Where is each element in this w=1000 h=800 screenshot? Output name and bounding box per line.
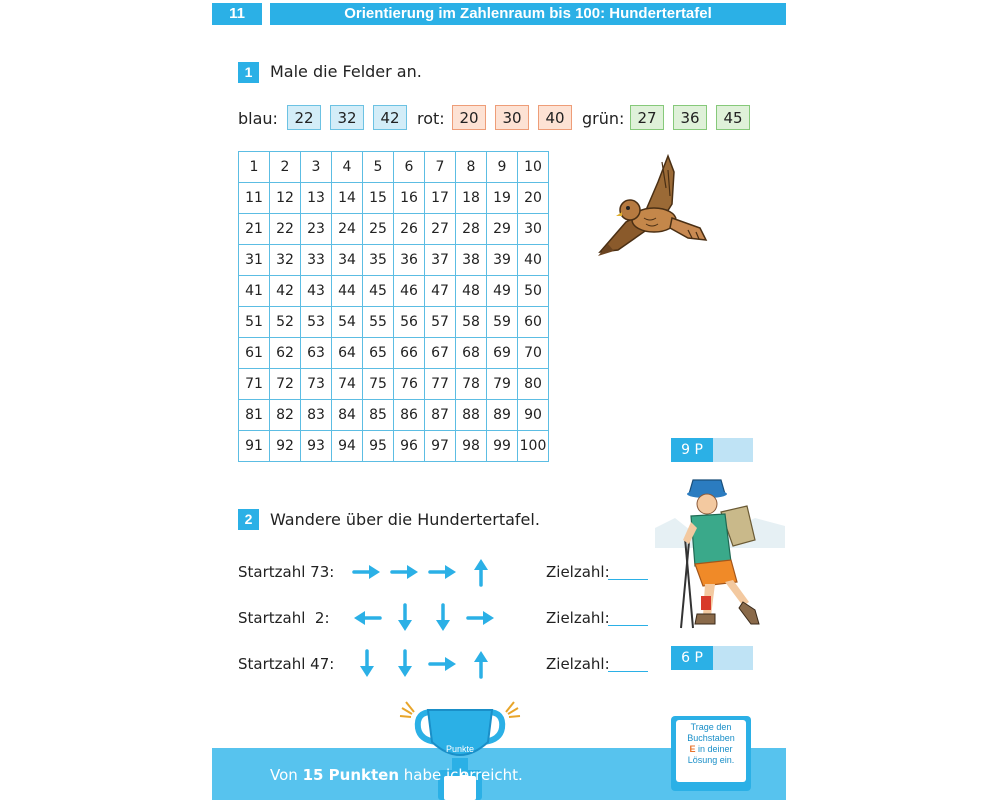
board-row [239,245,549,276]
board-cell[interactable]: 90 [518,400,549,431]
board-cell[interactable]: 71 [239,369,270,400]
arrow-up-icon [462,554,500,590]
board-cell[interactable]: 84 [332,400,363,431]
arrow-sequence [348,600,500,636]
board-row [239,152,549,183]
page-title: Orientierung im Zahlenraum bis 100: Hundertertafel [270,3,786,25]
board-cell[interactable]: 75 [363,369,394,400]
task-2-instruction: Wandere über die Hundertertafel. [270,510,540,529]
sticky-note-text: Trage den Buchstaben E in deiner Lösung ein. [676,720,746,782]
page-number: 11 [212,3,262,25]
board-cell[interactable]: 20 [518,183,549,214]
board-cell[interactable]: 73 [301,369,332,400]
kestrel-illustration [588,152,710,260]
board-cell[interactable]: 45 [363,276,394,307]
zielzahl-answer-field[interactable] [608,671,648,672]
zielzahl-answer-field[interactable] [608,579,648,580]
board-cell[interactable]: 86 [394,400,425,431]
board-cell[interactable]: 50 [518,276,549,307]
board-cell[interactable]: 61 [239,338,270,369]
arrow-right-icon [386,554,424,590]
arrow-up-icon [462,646,500,682]
board-cell[interactable]: 79 [487,369,518,400]
board-cell[interactable]: 78 [456,369,487,400]
board-cell[interactable]: 43 [301,276,332,307]
board-row [239,431,549,462]
board-cell[interactable]: 66 [394,338,425,369]
task-1-instruction: Male die Felder an. [270,62,422,81]
board-cell[interactable]: 92 [270,431,301,462]
blau-label: blau: [238,109,278,128]
board-cell[interactable]: 57 [425,307,456,338]
board-cell[interactable]: 80 [518,369,549,400]
blue-box: 22 [287,105,321,130]
board-row [239,214,549,245]
board-cell[interactable]: 48 [456,276,487,307]
board-cell[interactable]: 29 [487,214,518,245]
board-cell[interactable]: 97 [425,431,456,462]
board-cell[interactable]: 37 [425,245,456,276]
gruen-label: grün: [582,109,625,128]
board-cell[interactable]: 47 [425,276,456,307]
board-cell[interactable]: 81 [239,400,270,431]
board-row [239,307,549,338]
board-cell[interactable]: 2 [270,152,301,183]
trophy-label: Punkte [445,744,475,754]
arrow-right-icon [424,554,462,590]
board-cell[interactable]: 12 [270,183,301,214]
board-cell[interactable]: 100 [518,431,549,462]
rot-label: rot: [417,109,445,128]
points-label: 6 P [671,646,713,670]
board-cell[interactable]: 6 [394,152,425,183]
board-cell[interactable]: 82 [270,400,301,431]
board-cell[interactable]: 4 [332,152,363,183]
board-cell[interactable]: 8 [456,152,487,183]
arrow-sequence [348,554,500,590]
board-row [239,338,549,369]
board-cell[interactable]: 44 [332,276,363,307]
red-box: 40 [538,105,572,130]
board-row [239,276,549,307]
solution-letter: E [689,744,696,754]
board-cell[interactable]: 26 [394,214,425,245]
board-cell[interactable]: 46 [394,276,425,307]
board-cell[interactable]: 17 [425,183,456,214]
zielzahl-label: Zielzahl: [546,563,610,581]
board-cell[interactable]: 19 [487,183,518,214]
points-box-task-2[interactable] [671,646,753,670]
task-2-number: 2 [238,509,259,530]
board-cell[interactable]: 40 [518,245,549,276]
board-cell[interactable]: 62 [270,338,301,369]
board-cell[interactable]: 55 [363,307,394,338]
board-cell[interactable]: 60 [518,307,549,338]
start-number-label: Startzahl 2: [238,609,330,627]
red-box: 20 [452,105,486,130]
points-label: 9 P [671,438,713,462]
board-cell[interactable]: 36 [394,245,425,276]
board-cell[interactable]: 27 [425,214,456,245]
board-cell[interactable]: 53 [301,307,332,338]
board-cell[interactable]: 54 [332,307,363,338]
board-cell[interactable]: 41 [239,276,270,307]
board-cell[interactable]: 68 [456,338,487,369]
arrow-sequence [348,646,500,682]
board-cell[interactable]: 87 [425,400,456,431]
board-cell[interactable]: 91 [239,431,270,462]
hundred-board [238,151,549,462]
board-cell[interactable]: 74 [332,369,363,400]
board-cell[interactable]: 13 [301,183,332,214]
board-cell[interactable]: 30 [518,214,549,245]
board-cell[interactable]: 25 [363,214,394,245]
board-cell[interactable]: 22 [270,214,301,245]
board-cell[interactable]: 89 [487,400,518,431]
arrow-left-icon [348,600,386,636]
board-cell[interactable]: 15 [363,183,394,214]
board-cell[interactable]: 96 [394,431,425,462]
points-box-task-1[interactable] [671,438,753,462]
start-number-label: Startzahl 47: [238,655,335,673]
arrow-down-icon [386,646,424,682]
board-cell[interactable]: 28 [456,214,487,245]
board-cell[interactable]: 5 [363,152,394,183]
board-cell[interactable]: 99 [487,431,518,462]
arrow-down-icon [386,600,424,636]
board-cell[interactable]: 14 [332,183,363,214]
board-cell[interactable]: 76 [394,369,425,400]
board-cell[interactable]: 51 [239,307,270,338]
board-cell[interactable]: 83 [301,400,332,431]
green-box: 27 [630,105,664,130]
board-row [239,400,549,431]
board-cell[interactable]: 85 [363,400,394,431]
board-cell[interactable]: 42 [270,276,301,307]
board-cell[interactable]: 18 [456,183,487,214]
start-number-label: Startzahl 73: [238,563,335,581]
board-cell[interactable]: 56 [394,307,425,338]
zielzahl-answer-field[interactable] [608,625,648,626]
board-cell[interactable]: 58 [456,307,487,338]
board-cell[interactable]: 94 [332,431,363,462]
blue-box: 42 [373,105,407,130]
board-cell[interactable]: 52 [270,307,301,338]
board-cell[interactable]: 64 [332,338,363,369]
arrow-down-icon [424,600,462,636]
zielzahl-label: Zielzahl: [546,609,610,627]
arrow-down-icon [348,646,386,682]
footer-text: Von 15 Punkten habe ich [270,766,468,784]
board-cell[interactable]: 1 [239,152,270,183]
board-cell[interactable]: 23 [301,214,332,245]
board-cell[interactable]: 77 [425,369,456,400]
arrow-right-icon [424,646,462,682]
board-cell[interactable]: 93 [301,431,332,462]
board-cell[interactable]: 67 [425,338,456,369]
board-cell[interactable]: 35 [363,245,394,276]
board-cell[interactable]: 10 [518,152,549,183]
board-cell[interactable]: 65 [363,338,394,369]
board-row [239,183,549,214]
board-cell[interactable]: 98 [456,431,487,462]
board-cell[interactable]: 9 [487,152,518,183]
green-box: 45 [716,105,750,130]
board-cell[interactable]: 72 [270,369,301,400]
red-box: 30 [495,105,529,130]
footer-points: 15 Punkten [302,766,400,784]
board-cell[interactable]: 11 [239,183,270,214]
board-row [239,369,549,400]
board-cell[interactable]: 38 [456,245,487,276]
arrow-right-icon [348,554,386,590]
board-cell[interactable]: 88 [456,400,487,431]
board-cell[interactable]: 39 [487,245,518,276]
board-cell[interactable]: 33 [301,245,332,276]
board-cell[interactable]: 32 [270,245,301,276]
board-cell[interactable]: 63 [301,338,332,369]
zielzahl-label: Zielzahl: [546,655,610,673]
board-cell[interactable]: 34 [332,245,363,276]
board-cell[interactable]: 70 [518,338,549,369]
footer-text-end: erreicht. [460,766,523,784]
board-cell[interactable]: 24 [332,214,363,245]
board-cell[interactable]: 21 [239,214,270,245]
blue-box: 32 [330,105,364,130]
board-cell[interactable]: 59 [487,307,518,338]
arrow-right-icon [462,600,500,636]
board-cell[interactable]: 16 [394,183,425,214]
board-cell[interactable]: 31 [239,245,270,276]
hiker-illustration [655,478,785,633]
board-cell[interactable]: 69 [487,338,518,369]
task-1-number: 1 [238,62,259,83]
board-cell[interactable]: 49 [487,276,518,307]
board-cell[interactable]: 95 [363,431,394,462]
board-cell[interactable]: 7 [425,152,456,183]
board-cell[interactable]: 3 [301,152,332,183]
green-box: 36 [673,105,707,130]
